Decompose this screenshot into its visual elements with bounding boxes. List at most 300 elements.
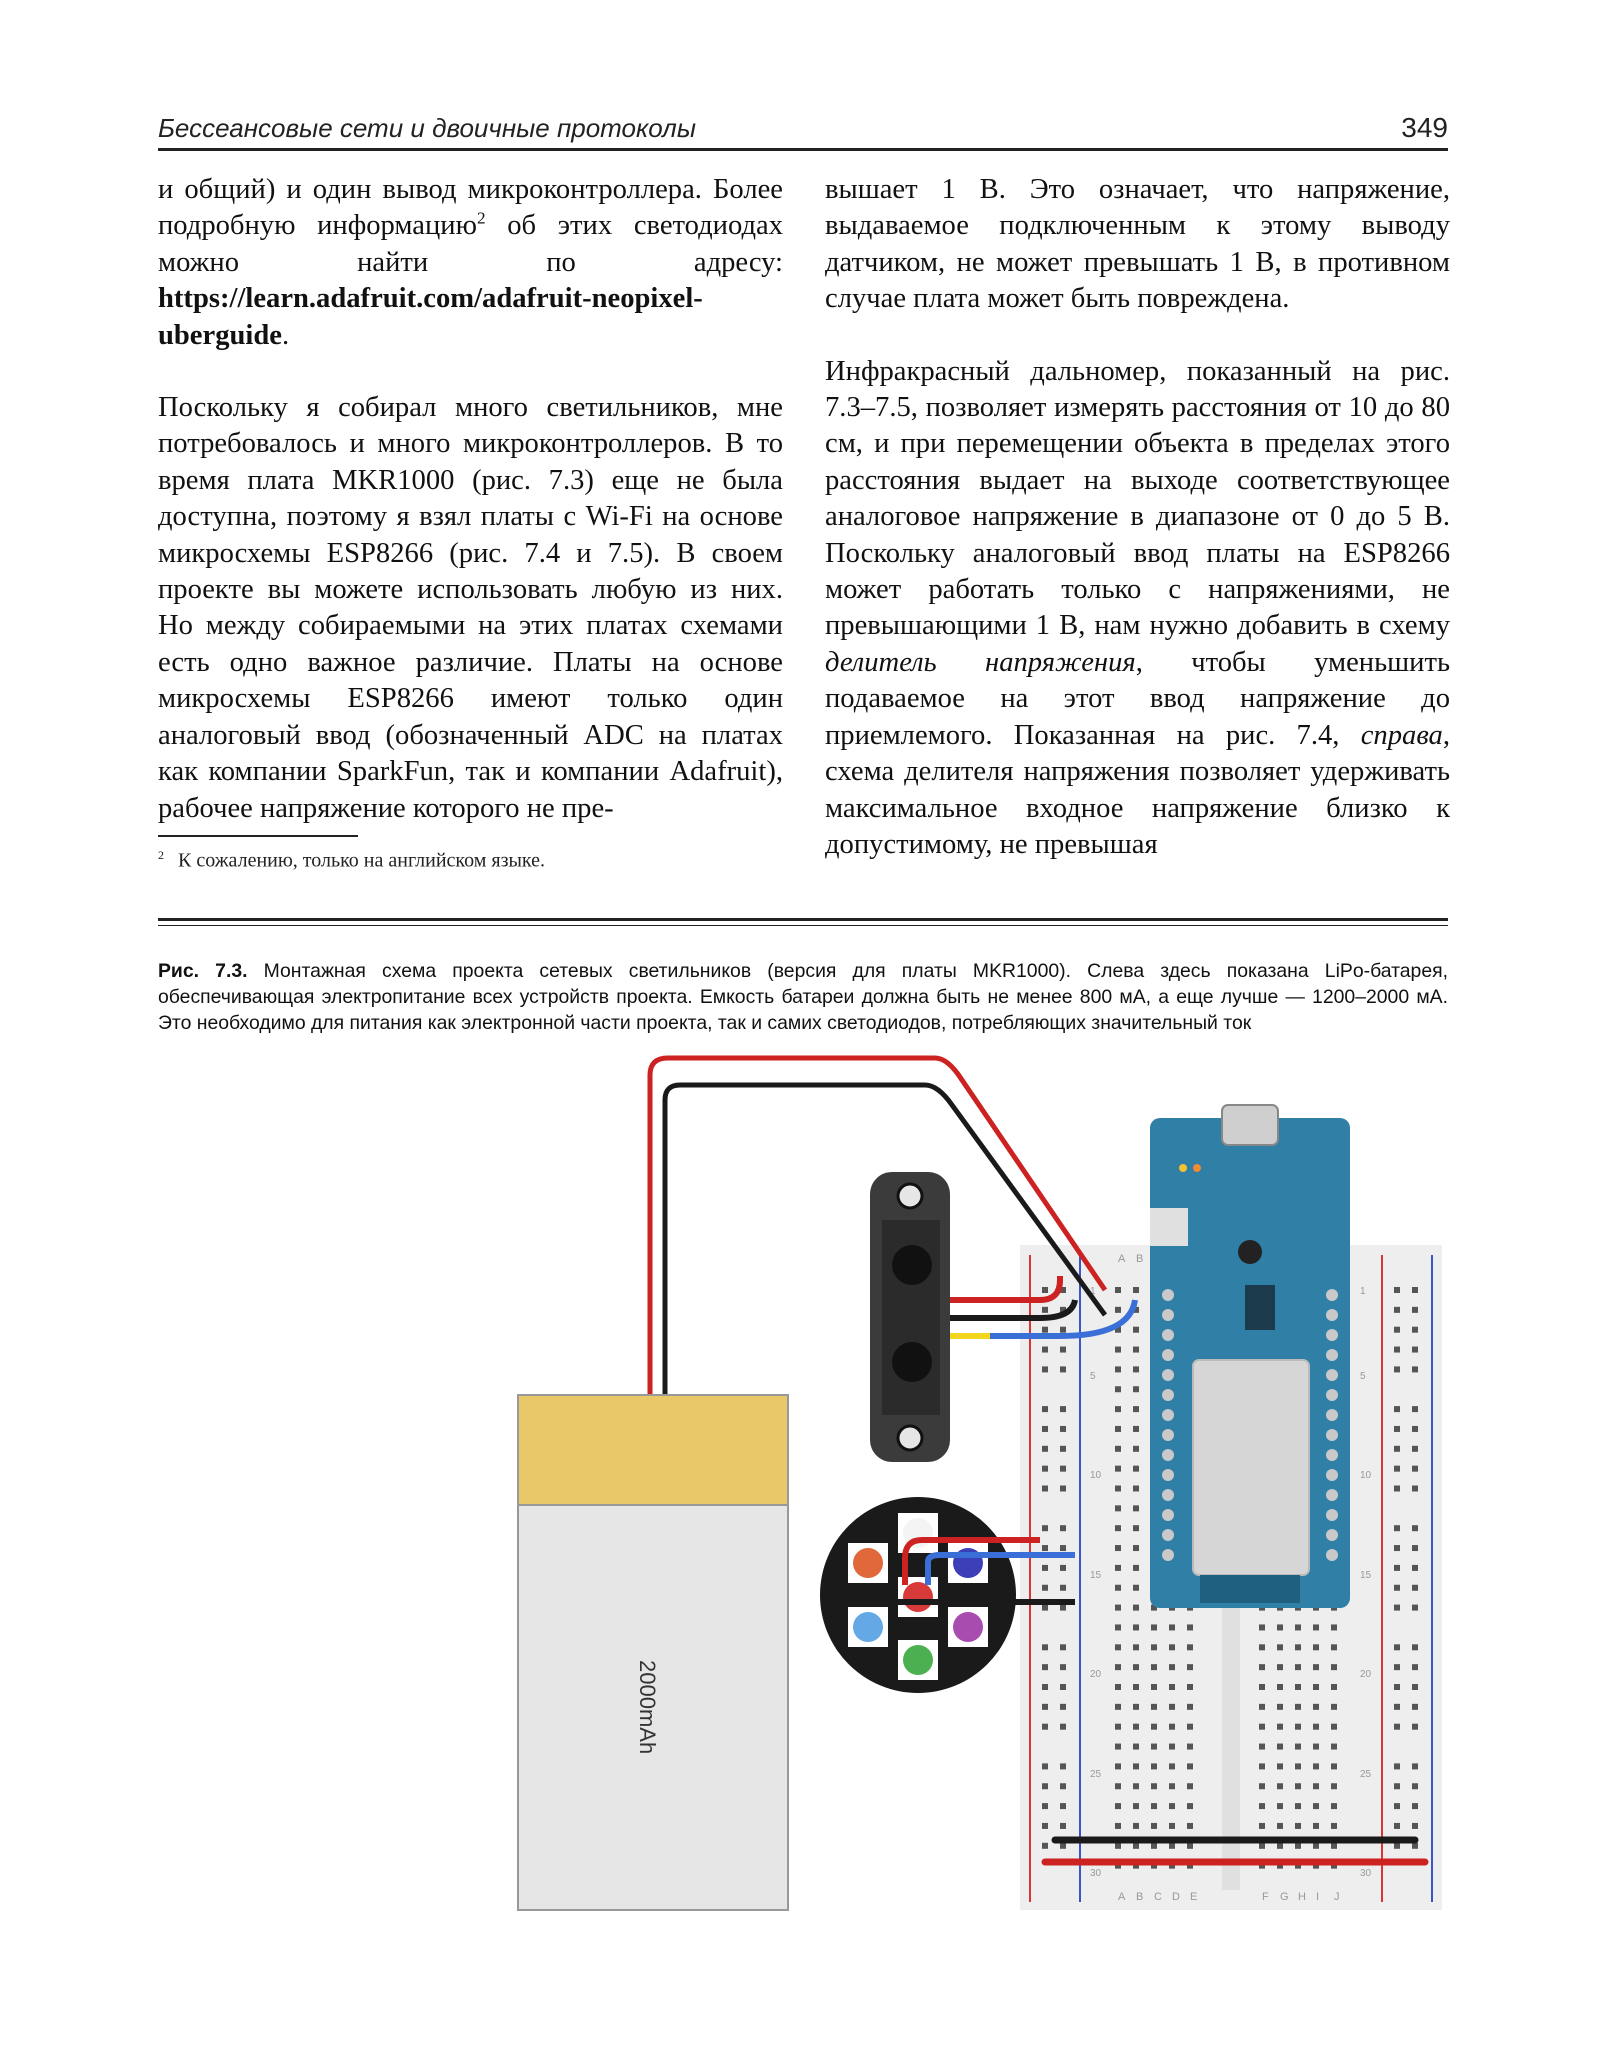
- breadboard-hole: [1331, 1744, 1337, 1750]
- rail-hole: [1412, 1724, 1418, 1730]
- breadboard-hole: [1115, 1783, 1121, 1789]
- rail-hole: [1042, 1287, 1048, 1293]
- row-label: 5: [1360, 1371, 1366, 1382]
- header-pin: [1162, 1369, 1174, 1381]
- breadboard-hole: [1133, 1605, 1139, 1611]
- header-pin: [1326, 1389, 1338, 1401]
- breadboard-hole: [1133, 1466, 1139, 1472]
- rail-hole: [1042, 1644, 1048, 1650]
- breadboard-hole: [1115, 1565, 1121, 1571]
- breadboard-hole: [1169, 1704, 1175, 1710]
- rail-hole: [1394, 1763, 1400, 1769]
- row-label: 10: [1360, 1470, 1372, 1481]
- breadboard-hole: [1115, 1744, 1121, 1750]
- header-pin: [1326, 1489, 1338, 1501]
- rail-hole: [1412, 1327, 1418, 1333]
- rail-hole: [1412, 1565, 1418, 1571]
- footnote-text: К сожалению, только на английском языке.: [178, 849, 546, 872]
- breadboard-hole: [1259, 1843, 1265, 1849]
- running-head: Бессеансовые сети и двоичные протоколы: [158, 113, 696, 143]
- breadboard-hole: [1115, 1406, 1121, 1412]
- rail-hole: [1394, 1783, 1400, 1789]
- row-label: 1: [1360, 1286, 1366, 1297]
- breadboard-hole: [1313, 1783, 1319, 1789]
- header-pin: [1162, 1289, 1174, 1301]
- breadboard-hole: [1133, 1823, 1139, 1829]
- breadboard-hole: [1133, 1347, 1139, 1353]
- rail-hole: [1412, 1684, 1418, 1690]
- header-pin: [1326, 1309, 1338, 1321]
- breadboard-hole: [1133, 1446, 1139, 1452]
- row-label: 20: [1090, 1669, 1102, 1680]
- paragraph: и общий) и один вывод микроконтроллера. Более подробную информацию$^2$ об этих светодиодах можно найти по адресу: https://learn.adafruit.com/adafruit-neopixel-uberguide.: [158, 174, 783, 351]
- breadboard-hole: [1313, 1823, 1319, 1829]
- header-pin: [1326, 1529, 1338, 1541]
- breadboard-hole: [1187, 1664, 1193, 1670]
- rail-hole: [1042, 1823, 1048, 1829]
- breadboard-hole: [1133, 1327, 1139, 1333]
- breadboard-hole: [1313, 1644, 1319, 1650]
- rail-hole: [1042, 1763, 1048, 1769]
- rail-hole: [1060, 1327, 1066, 1333]
- rail-hole: [1394, 1803, 1400, 1809]
- rail-hole: [1042, 1803, 1048, 1809]
- rail-hole: [1042, 1525, 1048, 1531]
- breadboard-hole: [1259, 1763, 1265, 1769]
- mkr1000-board: [1150, 1105, 1350, 1608]
- svg-text:B: B: [1136, 1891, 1144, 1903]
- breadboard-hole: [1313, 1803, 1319, 1809]
- breadboard-hole: [1295, 1664, 1301, 1670]
- led: [853, 1548, 883, 1578]
- rail-hole: [1042, 1446, 1048, 1452]
- breadboard-hole: [1295, 1823, 1301, 1829]
- rail-hole: [1394, 1466, 1400, 1472]
- rail-hole: [1394, 1545, 1400, 1551]
- breadboard-hole: [1169, 1664, 1175, 1670]
- breadboard-hole: [1151, 1684, 1157, 1690]
- breadboard-hole: [1259, 1644, 1265, 1650]
- breadboard-hole: [1313, 1724, 1319, 1730]
- breadboard-hole: [1331, 1664, 1337, 1670]
- breadboard-hole: [1151, 1763, 1157, 1769]
- rail-hole: [1042, 1406, 1048, 1412]
- rail-hole: [1060, 1585, 1066, 1591]
- breadboard-hole: [1259, 1664, 1265, 1670]
- breadboard-hole: [1115, 1644, 1121, 1650]
- paragraph: вышает 1 В. Это означает, что напряжение, выдаваемое подключенным к этому выводу датчиком, не может превышать 1 В, в противном случае плата может быть повреждена.: [825, 174, 1450, 315]
- svg-text:C: C: [1154, 1891, 1162, 1903]
- header-pin: [1162, 1329, 1174, 1341]
- ir-distance-sensor: [870, 1172, 950, 1462]
- emphasis: справа: [1360, 719, 1443, 751]
- led: [903, 1645, 933, 1675]
- breadboard-hole: [1277, 1684, 1283, 1690]
- breadboard-hole: [1151, 1644, 1157, 1650]
- rail-hole: [1060, 1466, 1066, 1472]
- breadboard-hole: [1151, 1704, 1157, 1710]
- row-label: 15: [1360, 1570, 1372, 1581]
- breadboard-hole: [1331, 1783, 1337, 1789]
- breadboard-hole: [1259, 1704, 1265, 1710]
- led: [953, 1612, 983, 1642]
- breadboard-hole: [1187, 1644, 1193, 1650]
- footnote-number: 2: [158, 848, 164, 862]
- figure-label: Рис. 7.3.: [158, 960, 248, 982]
- paragraph: Инфракрасный дальномер, показанный на рис. 7.3–7.5, позволяет измерять расстояния от 10 до 80 см, и при перемещении объекта в пределах этого расстояния выдает на выходе соответствующее аналоговое напряжение в диапазоне от 0 до 5 В. Поскольку аналоговый ввод платы на ESP8266 может работать только с напряжениями, не превышающими 1 В, нам нужно добавить в схему делитель напряжения, чтобы уменьшить подаваемое на этот ввод напряжение до приемлемого. Показанная на рис. 7.4, справа, схема делителя напряжения позволяет удерживать максимальное входное напряжение близко к допустимому, не превышая: [825, 355, 1451, 860]
- rail-hole: [1412, 1406, 1418, 1412]
- rail-hole: [1394, 1366, 1400, 1372]
- breadboard-hole: [1169, 1783, 1175, 1789]
- header-pin: [1326, 1449, 1338, 1461]
- rail-hole: [1412, 1545, 1418, 1551]
- rail-hole: [1042, 1486, 1048, 1492]
- row-label: 30: [1090, 1868, 1102, 1879]
- breadboard-hole: [1187, 1783, 1193, 1789]
- rail-hole: [1042, 1565, 1048, 1571]
- breadboard-hole: [1133, 1783, 1139, 1789]
- header-pin: [1162, 1469, 1174, 1481]
- rail-hole: [1412, 1664, 1418, 1670]
- header-pin: [1162, 1489, 1174, 1501]
- rail-hole: [1412, 1823, 1418, 1829]
- breadboard-hole: [1133, 1585, 1139, 1591]
- breadboard-hole: [1331, 1803, 1337, 1809]
- breadboard-hole: [1295, 1843, 1301, 1849]
- svg-text:J: J: [1334, 1891, 1340, 1903]
- led: [853, 1612, 883, 1642]
- breadboard-hole: [1313, 1763, 1319, 1769]
- rail-hole: [1394, 1426, 1400, 1432]
- breadboard-hole: [1169, 1823, 1175, 1829]
- rail-hole: [1042, 1664, 1048, 1670]
- breadboard-hole: [1313, 1744, 1319, 1750]
- breadboard-hole: [1115, 1724, 1121, 1730]
- rail-hole: [1412, 1783, 1418, 1789]
- rail-hole: [1060, 1664, 1066, 1670]
- breadboard-hole: [1133, 1525, 1139, 1531]
- rail-hole: [1412, 1585, 1418, 1591]
- rail-hole: [1412, 1307, 1418, 1313]
- caption-text: Монтажная схема проекта сетевых светильников (версия для платы MKR1000). Слева здесь показана LiPo-батарея, обеспечивающая электропитание всех устройств проекта. Емкость батареи должна быть не менее 800 мА, а еще лучше — 1200–2000 мА. Это необходимо для питания как электронной части проекта, так и самих светодиодов, потребляющих значительный ток: [158, 960, 1448, 1034]
- breadboard-hole: [1151, 1664, 1157, 1670]
- breadboard-hole: [1313, 1704, 1319, 1710]
- rail-hole: [1042, 1704, 1048, 1710]
- breadboard-hole: [1151, 1783, 1157, 1789]
- breadboard-hole: [1133, 1684, 1139, 1690]
- breadboard-hole: [1187, 1823, 1193, 1829]
- breadboard-hole: [1115, 1823, 1121, 1829]
- rail-hole: [1412, 1525, 1418, 1531]
- breadboard-hole: [1295, 1724, 1301, 1730]
- breadboard-hole: [1169, 1803, 1175, 1809]
- header-pin: [1326, 1369, 1338, 1381]
- breadboard-hole: [1115, 1366, 1121, 1372]
- rail-hole: [1042, 1783, 1048, 1789]
- row-label: 30: [1360, 1868, 1372, 1879]
- breadboard-hole: [1133, 1287, 1139, 1293]
- breadboard-hole: [1151, 1724, 1157, 1730]
- breadboard-hole: [1313, 1624, 1319, 1630]
- breadboard-hole: [1295, 1783, 1301, 1789]
- breadboard-hole: [1277, 1624, 1283, 1630]
- breadboard-hole: [1277, 1724, 1283, 1730]
- svg-text:D: D: [1172, 1891, 1180, 1903]
- term-emphasis: делитель напряжения: [825, 646, 1136, 678]
- rail-hole: [1394, 1327, 1400, 1333]
- rail-hole: [1060, 1486, 1066, 1492]
- breadboard-hole: [1115, 1664, 1121, 1670]
- rail-hole: [1042, 1605, 1048, 1611]
- rail-hole: [1060, 1684, 1066, 1690]
- rail-hole: [1394, 1823, 1400, 1829]
- breadboard-hole: [1277, 1704, 1283, 1710]
- header-pin: [1162, 1349, 1174, 1361]
- header-pin: [1326, 1349, 1338, 1361]
- rail-hole: [1042, 1585, 1048, 1591]
- breadboard-hole: [1277, 1744, 1283, 1750]
- rail-hole: [1412, 1704, 1418, 1710]
- breadboard-hole: [1277, 1664, 1283, 1670]
- breadboard-hole: [1277, 1763, 1283, 1769]
- rail-hole: [1394, 1446, 1400, 1452]
- rail-hole: [1394, 1704, 1400, 1710]
- svg-text:H: H: [1298, 1891, 1306, 1903]
- rail-hole: [1060, 1426, 1066, 1432]
- breadboard-hole: [1115, 1585, 1121, 1591]
- breadboard-hole: [1277, 1823, 1283, 1829]
- header-pin: [1162, 1429, 1174, 1441]
- breadboard-hole: [1295, 1684, 1301, 1690]
- page-number: 349: [1401, 112, 1448, 143]
- breadboard-hole: [1133, 1624, 1139, 1630]
- breadboard-hole: [1187, 1744, 1193, 1750]
- svg-text:I: I: [1316, 1891, 1320, 1903]
- rail-hole: [1412, 1803, 1418, 1809]
- breadboard-hole: [1259, 1803, 1265, 1809]
- rail-hole: [1042, 1347, 1048, 1353]
- breadboard-hole: [1169, 1684, 1175, 1690]
- rail-hole: [1060, 1605, 1066, 1611]
- breadboard-hole: [1115, 1605, 1121, 1611]
- lipo-battery: [518, 1395, 788, 1910]
- header-pin: [1162, 1509, 1174, 1521]
- rail-hole: [1412, 1446, 1418, 1452]
- breadboard-hole: [1133, 1704, 1139, 1710]
- breadboard-hole: [1169, 1644, 1175, 1650]
- rail-hole: [1394, 1605, 1400, 1611]
- breadboard-hole: [1151, 1624, 1157, 1630]
- breadboard-hole: [1169, 1744, 1175, 1750]
- header-pin: [1326, 1289, 1338, 1301]
- breadboard-hole: [1115, 1545, 1121, 1551]
- rail-hole: [1060, 1724, 1066, 1730]
- breadboard-hole: [1115, 1525, 1121, 1531]
- breadboard-hole: [1331, 1724, 1337, 1730]
- rail-hole: [1060, 1704, 1066, 1710]
- breadboard-hole: [1115, 1386, 1121, 1392]
- breadboard-hole: [1169, 1724, 1175, 1730]
- rail-hole: [1060, 1565, 1066, 1571]
- breadboard-hole: [1133, 1744, 1139, 1750]
- rail-hole: [1042, 1426, 1048, 1432]
- breadboard-hole: [1133, 1406, 1139, 1412]
- header-pin: [1326, 1329, 1338, 1341]
- header-pin: [1326, 1409, 1338, 1421]
- svg-text:G: G: [1280, 1891, 1289, 1903]
- breadboard-hole: [1187, 1843, 1193, 1849]
- header-pin: [1162, 1389, 1174, 1401]
- neopixel-ring: [820, 1497, 1016, 1693]
- rail-hole: [1412, 1287, 1418, 1293]
- rail-hole: [1042, 1327, 1048, 1333]
- rail-hole: [1060, 1843, 1066, 1849]
- breadboard-hole: [1115, 1287, 1121, 1293]
- breadboard-hole: [1295, 1624, 1301, 1630]
- battery-capacity-label: 2000mAh: [635, 1660, 660, 1755]
- breadboard-hole: [1187, 1724, 1193, 1730]
- rail-hole: [1060, 1347, 1066, 1353]
- rail-hole: [1042, 1307, 1048, 1313]
- rail-hole: [1394, 1585, 1400, 1591]
- breadboard-hole: [1115, 1307, 1121, 1313]
- breadboard-hole: [1277, 1644, 1283, 1650]
- breadboard-hole: [1187, 1704, 1193, 1710]
- row-label: 5: [1090, 1371, 1096, 1382]
- breadboard-hole: [1259, 1744, 1265, 1750]
- rail-hole: [1412, 1763, 1418, 1769]
- rail-hole: [1394, 1287, 1400, 1293]
- row-label: 1: [1090, 1286, 1096, 1297]
- breadboard-hole: [1115, 1466, 1121, 1472]
- breadboard-hole: [1313, 1664, 1319, 1670]
- breadboard-hole: [1115, 1624, 1121, 1630]
- breadboard-hole: [1295, 1803, 1301, 1809]
- breadboard-hole: [1259, 1823, 1265, 1829]
- rail-hole: [1412, 1366, 1418, 1372]
- rail-hole: [1060, 1783, 1066, 1789]
- breadboard-hole: [1133, 1545, 1139, 1551]
- rail-hole: [1412, 1466, 1418, 1472]
- rail-hole: [1394, 1684, 1400, 1690]
- svg-text:A: A: [1118, 1253, 1126, 1265]
- rail-hole: [1412, 1843, 1418, 1849]
- rail-hole: [1060, 1545, 1066, 1551]
- rail-hole: [1060, 1366, 1066, 1372]
- rail-hole: [1394, 1525, 1400, 1531]
- header-pin: [1326, 1429, 1338, 1441]
- breadboard-hole: [1133, 1426, 1139, 1432]
- breadboard-hole: [1151, 1744, 1157, 1750]
- breadboard-hole: [1115, 1704, 1121, 1710]
- rail-hole: [1042, 1724, 1048, 1730]
- breadboard-hole: [1259, 1684, 1265, 1690]
- breadboard-hole: [1331, 1624, 1337, 1630]
- rail-hole: [1042, 1366, 1048, 1372]
- breadboard-hole: [1151, 1803, 1157, 1809]
- breadboard-hole: [1115, 1486, 1121, 1492]
- breadboard-hole: [1115, 1446, 1121, 1452]
- breadboard-hole: [1295, 1644, 1301, 1650]
- rail-hole: [1394, 1486, 1400, 1492]
- header-pin: [1162, 1309, 1174, 1321]
- breadboard-hole: [1331, 1684, 1337, 1690]
- breadboard-hole: [1115, 1426, 1121, 1432]
- rail-hole: [1394, 1406, 1400, 1412]
- rail-hole: [1394, 1307, 1400, 1313]
- breadboard-hole: [1169, 1843, 1175, 1849]
- rail-hole: [1394, 1724, 1400, 1730]
- breadboard-hole: [1331, 1763, 1337, 1769]
- rail-hole: [1060, 1803, 1066, 1809]
- rail-hole: [1394, 1644, 1400, 1650]
- breadboard-hole: [1313, 1843, 1319, 1849]
- breadboard-hole: [1133, 1724, 1139, 1730]
- breadboard-hole: [1295, 1744, 1301, 1750]
- breadboard-hole: [1259, 1724, 1265, 1730]
- rail-hole: [1042, 1684, 1048, 1690]
- rail-hole: [1412, 1605, 1418, 1611]
- breadboard-hole: [1115, 1763, 1121, 1769]
- breadboard-hole: [1169, 1763, 1175, 1769]
- breadboard-hole: [1133, 1486, 1139, 1492]
- header-pin: [1162, 1549, 1174, 1561]
- breadboard-hole: [1331, 1823, 1337, 1829]
- led: [903, 1582, 933, 1612]
- rail-hole: [1060, 1406, 1066, 1412]
- rail-hole: [1394, 1565, 1400, 1571]
- breadboard-hole: [1133, 1565, 1139, 1571]
- breadboard-hole: [1169, 1624, 1175, 1630]
- row-label: 25: [1360, 1769, 1372, 1780]
- paragraph: Поскольку я собирал много светильников, мне потребовалось и много микроконтроллеров. В то время плата MKR1000 (рис. 7.3) еще не была доступна, поэтому я взял платы с Wi-Fi на основе микросхемы ESP8266 (рис. 7.4 и 7.5). В своем проекте вы можете использовать любую из них. Но между собираемыми на этих платах схемами есть одно важное различие. Платы на основе микросхемы ESP8266 имеют только один аналоговый ввод (обозначенный ADC на платах как компании SparkFun, так и компании Adafruit), рабочее напряжение которого не пре-: [158, 392, 783, 824]
- breadboard-hole: [1313, 1684, 1319, 1690]
- rail-hole: [1042, 1545, 1048, 1551]
- breadboard-hole: [1115, 1803, 1121, 1809]
- breadboard-hole: [1133, 1803, 1139, 1809]
- rail-hole: [1060, 1446, 1066, 1452]
- rail-hole: [1412, 1644, 1418, 1650]
- breadboard-hole: [1277, 1783, 1283, 1789]
- rail-hole: [1412, 1486, 1418, 1492]
- rail-hole: [1042, 1843, 1048, 1849]
- header-pin: [1162, 1529, 1174, 1541]
- breadboard-hole: [1133, 1664, 1139, 1670]
- rail-hole: [1394, 1664, 1400, 1670]
- breadboard-hole: [1133, 1366, 1139, 1372]
- rail-hole: [1042, 1466, 1048, 1472]
- rail-hole: [1060, 1823, 1066, 1829]
- header-pin: [1326, 1509, 1338, 1521]
- row-label: 10: [1090, 1470, 1102, 1481]
- url-link[interactable]: https://learn.adafruit.com/adafruit-neopixel-uberguide: [158, 283, 703, 351]
- breadboard-hole: [1277, 1843, 1283, 1849]
- breadboard-hole: [1187, 1684, 1193, 1690]
- breadboard-hole: [1133, 1644, 1139, 1650]
- breadboard-hole: [1115, 1347, 1121, 1353]
- row-label: 25: [1090, 1769, 1102, 1780]
- breadboard-hole: [1259, 1783, 1265, 1789]
- breadboard-hole: [1277, 1803, 1283, 1809]
- row-label: 20: [1360, 1669, 1372, 1680]
- breadboard-hole: [1151, 1823, 1157, 1829]
- breadboard-hole: [1187, 1624, 1193, 1630]
- svg-text:A: A: [1118, 1891, 1126, 1903]
- breadboard-hole: [1331, 1704, 1337, 1710]
- breadboard-hole: [1115, 1684, 1121, 1690]
- breadboard-hole: [1133, 1386, 1139, 1392]
- svg-text:B: B: [1136, 1253, 1144, 1265]
